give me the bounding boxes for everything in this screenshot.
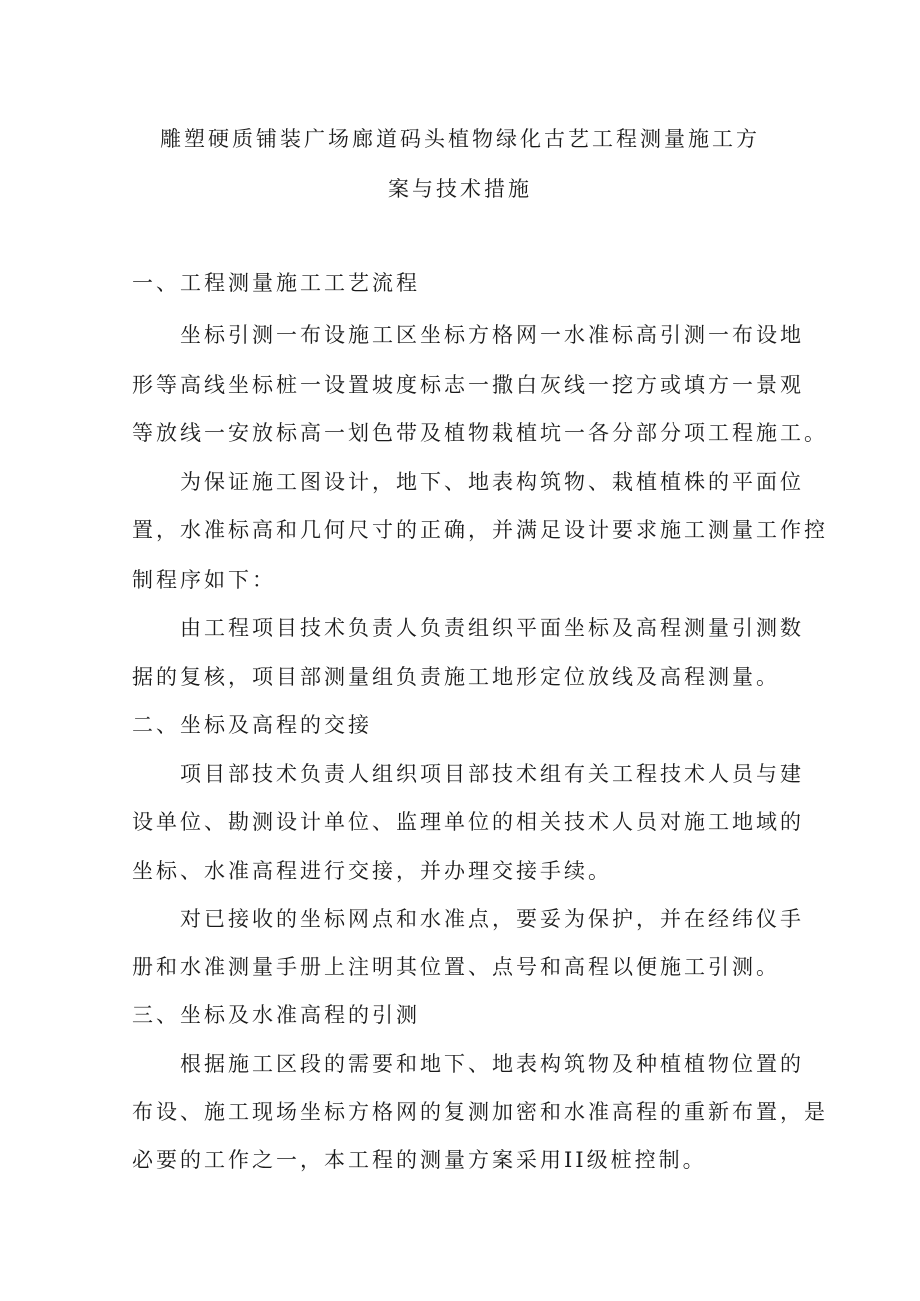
paragraph-line: 项目部技术负责人组织项目部技术组有关工程技术人员与建 bbox=[180, 762, 804, 786]
paragraph-line: 布设、施工现场坐标方格网的复测加密和水准高程的重新布置，是 bbox=[132, 1100, 828, 1124]
section-heading-3: 三、坐标及水准高程的引测 bbox=[132, 1003, 420, 1027]
document-title-line-2: 案与技术措施 bbox=[388, 177, 532, 201]
document-title-line-1: 雕塑硬质铺装广场廊道码头植物绿化古艺工程测量施工方 bbox=[160, 127, 760, 151]
paragraph-line: 置，水准标高和几何尺寸的正确，并满足设计要求施工测量工作控 bbox=[132, 518, 828, 542]
paragraph-line: 据的复核，项目部测量组负责施工地形定位放线及高程测量。 bbox=[132, 665, 780, 689]
paragraph-line: 根据施工区段的需要和地下、地表构筑物及种植植物位置的 bbox=[180, 1052, 804, 1076]
section-heading-1: 一、工程测量施工工艺流程 bbox=[132, 271, 420, 295]
paragraph-line: 设单位、勘测设计单位、监理单位的相关技术人员对施工地域的 bbox=[132, 810, 804, 834]
paragraph-line: 为保证施工图设计，地下、地表构筑物、栽植植株的平面位 bbox=[180, 470, 804, 494]
paragraph-line: 等放线一安放标高一划色带及植物栽植坑一各分部分项工程施工。 bbox=[132, 421, 828, 445]
paragraph-line: 由工程项目技术负责人负责组织平面坐标及高程测量引测数 bbox=[180, 616, 804, 640]
section-heading-2: 二、坐标及高程的交接 bbox=[132, 713, 372, 737]
paragraph-line: 制程序如下： bbox=[132, 568, 276, 592]
paragraph-line: 必要的工作之一，本工程的测量方案采用II级桩控制。 bbox=[132, 1148, 707, 1172]
paragraph-line: 坐标、水准高程进行交接，并办理交接手续。 bbox=[132, 859, 612, 883]
paragraph-line: 册和水准测量手册上注明其位置、点号和高程以便施工引测。 bbox=[132, 955, 780, 979]
paragraph-line: 坐标引测一布设施工区坐标方格网一水准标高引测一布设地 bbox=[180, 323, 804, 347]
paragraph-line: 形等高线坐标桩一设置坡度标志一撒白灰线一挖方或填方一景观 bbox=[132, 373, 804, 397]
paragraph-line: 对已接收的坐标网点和水准点，要妥为保护，并在经纬仪手 bbox=[180, 907, 804, 931]
